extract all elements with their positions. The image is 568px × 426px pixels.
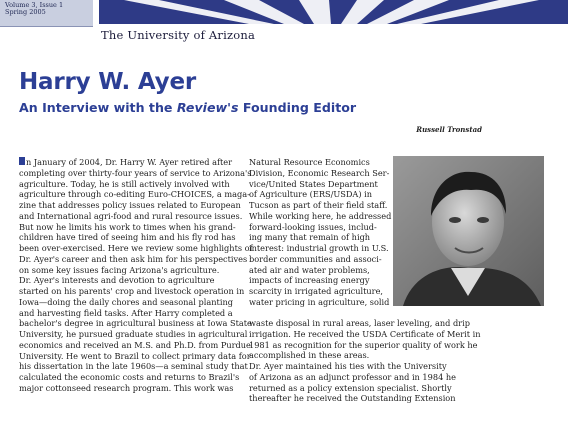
paragraph-line: major cottonseed research program. This work was bbox=[19, 382, 234, 393]
paragraph-line: of Arizona as an adjunct professor and in 1984 he bbox=[249, 371, 456, 382]
paragraph-line: But now he limits his work to times when his grand- bbox=[19, 221, 236, 232]
paragraph-line: accomplished in these areas. bbox=[249, 350, 370, 361]
paragraph-line: of Agriculture (ERS/USDA) in bbox=[249, 189, 373, 200]
paragraph-line: calculated the economic costs and returns to Brazil's bbox=[19, 372, 240, 382]
paragraph-line: Iowa—doing the daily chores and seasonal planting bbox=[19, 296, 233, 307]
paragraph-line: University. He went to Brazil to collect primary data for bbox=[19, 350, 251, 361]
paragraph-line: agriculture. Today, he is still actively involved with bbox=[19, 178, 230, 189]
paragraph-line: ing many that remain of high bbox=[249, 232, 371, 243]
paragraph-line: and International agri-food and rural resource issues. bbox=[19, 210, 243, 221]
volume-issue-label: Volume 3, Issue 1 bbox=[5, 1, 64, 9]
paragraph-line: scarcity in irrigated agriculture, bbox=[249, 286, 384, 296]
paragraph-line: economics and received an M.S. and Ph.D. from Purdue bbox=[19, 339, 251, 350]
paragraph-line: Division, Economic Research Ser- bbox=[249, 167, 390, 178]
paragraph-line: n January of 2004, Dr. Harry W. Ayer retired after bbox=[19, 157, 243, 168]
paragraph-line: started on his parents' crop and livestock operation in bbox=[19, 286, 245, 296]
article-column-2 bbox=[249, 157, 392, 308]
paragraph-line: been over-exercised. Here we review some highlights of bbox=[19, 243, 253, 253]
article-subtitle bbox=[19, 100, 356, 115]
paragraph-line: thereafter he received the Outstanding Extension bbox=[249, 393, 456, 404]
subtitle-part-2: Founding Editor bbox=[238, 100, 357, 115]
paragraph-line: on some key issues facing Arizona's agriculture. bbox=[19, 264, 220, 275]
paragraph-line: waste disposal in rural areas, laser leveling, and drip bbox=[249, 318, 470, 328]
paragraph-line: interest: industrial growth in U.S. bbox=[249, 243, 389, 253]
paragraph-line: While working here, he addressed bbox=[249, 210, 392, 221]
paragraph-line: Dr. Ayer's career and then ask him for his perspectives bbox=[19, 253, 248, 264]
paragraph-line: 1981 as recognition for the superior quality of work he bbox=[249, 339, 478, 350]
paragraph-line: agriculture through co-editing Euro-CHOICES, a maga- bbox=[19, 189, 250, 200]
paragraph-line: bachelor's degree in agricultural business at Iowa State bbox=[19, 318, 252, 329]
paragraph-line: vice/United States Department bbox=[249, 178, 378, 189]
subtitle-emphasis: Review's bbox=[176, 100, 239, 115]
header-banner bbox=[99, 0, 568, 24]
paragraph-line: University, he pursued graduate studies in agricultural bbox=[19, 329, 248, 339]
paragraph-line: border communities and associ- bbox=[249, 253, 382, 264]
paragraph-line: ated air and water problems, bbox=[249, 264, 370, 275]
paragraph-line: completing over thirty-four years of service to Arizona's bbox=[19, 167, 252, 178]
article-title: Harry W. Ayer bbox=[19, 69, 197, 95]
paragraph-line: children have tired of seeing him and his fly rod has bbox=[19, 232, 236, 243]
article-column-1 bbox=[19, 157, 253, 394]
subtitle-part-1: An Interview with the bbox=[19, 100, 177, 115]
sunburst-graphic bbox=[99, 0, 568, 24]
portrait-illustration bbox=[393, 156, 544, 306]
portrait-photo bbox=[393, 156, 544, 306]
paragraph-line: impacts of increasing energy bbox=[249, 275, 370, 286]
paragraph-line: Natural Resource Economics bbox=[249, 157, 370, 167]
paragraph-line: Tucson as part of their field staff. bbox=[249, 200, 388, 210]
paragraph-line: water pricing in agriculture, solid bbox=[249, 296, 390, 307]
author-byline: Russell Tronstad bbox=[416, 125, 482, 134]
paragraph-line: and harvesting field tasks. After Harry completed a bbox=[19, 307, 233, 318]
paragraph-line: returned as a policy extension specialist. Shortly bbox=[249, 382, 452, 393]
paragraph-line: Dr. Ayer's interests and devotion to agriculture bbox=[19, 275, 215, 286]
paragraph-line: zine that addresses policy issues related to European bbox=[19, 200, 241, 210]
paragraph-line: forward-looking issues, includ- bbox=[249, 221, 377, 232]
season-label: Spring 2005 bbox=[5, 8, 46, 17]
university-name: The University of Arizona bbox=[101, 28, 256, 42]
paragraph-line: his dissertation in the late 1960s—a seminal study that bbox=[19, 361, 248, 372]
paragraph-line: Dr. Ayer maintained his ties with the University bbox=[249, 361, 447, 371]
article-column-2-continued bbox=[249, 318, 549, 404]
drop-cap-i bbox=[19, 157, 25, 165]
issue-info-box bbox=[0, 0, 93, 27]
paragraph-line: irrigation. He received the USDA Certificate of Merit in bbox=[249, 328, 481, 339]
